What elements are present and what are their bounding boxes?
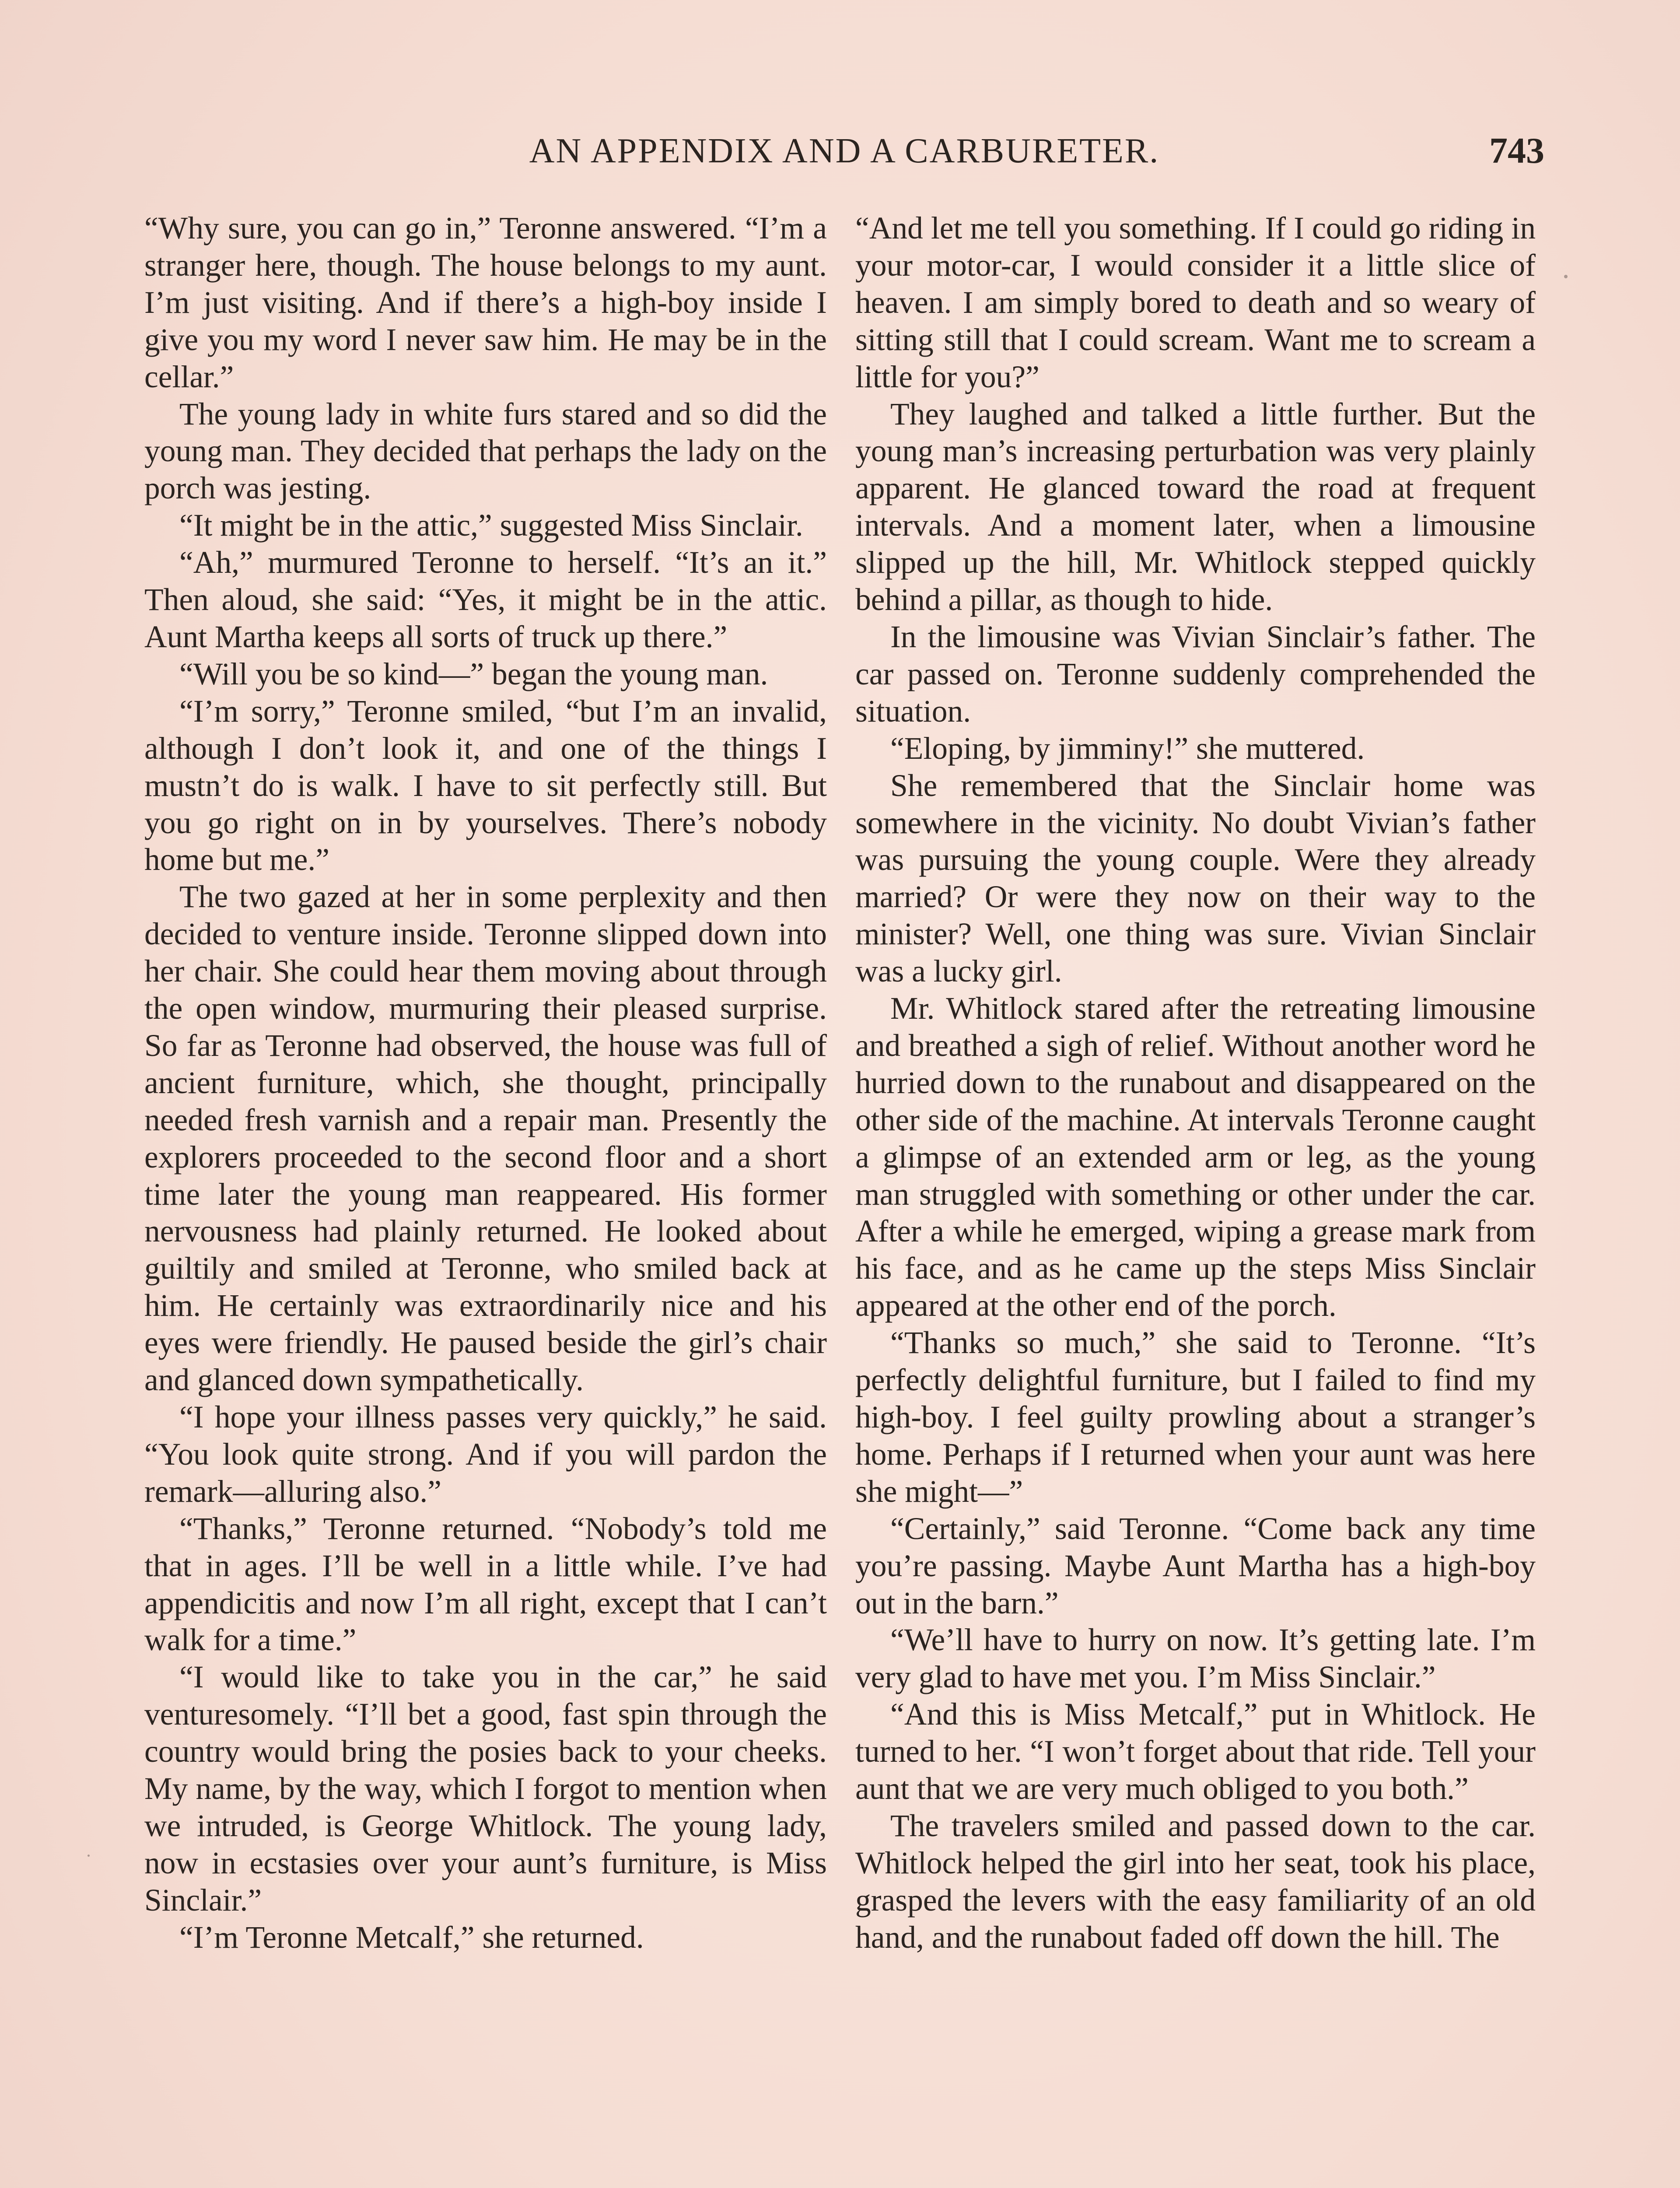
ink-speck — [1564, 275, 1568, 278]
paragraph: “Eloping, by jimminy!” she muttered. — [890, 731, 1365, 766]
paragraph: “It might be in the attic,” suggested Miss Sinclair. — [179, 508, 803, 543]
paragraph: The travelers smiled and passed down to the car. Whitlock helped the girl into her seat, took his place, grasped the levers with the easy familiarity of an old hand, and the runabout faded off down the hill. The — [855, 1808, 1536, 1955]
paragraph: “Ah,” murmured Teronne to herself. “It’s an it.” Then aloud, she said: “Yes, it might be in the attic. Aunt Martha keeps all sorts of truck up there.” — [144, 545, 827, 654]
paragraph: “Thanks so much,” she said to Teronne. “It’s perfectly delightful furniture, but I failed to find my high-boy. I feel guilty prowling about a stranger’s home. Perhaps if I returned when your aunt was here she might—” — [855, 1325, 1536, 1509]
page-number: 743 — [1489, 130, 1544, 171]
paragraph: “I hope your illness passes very quickly,” he said. “You look quite strong. And if you will pardon the remark—alluring also.” — [144, 1400, 827, 1509]
running-title: AN APPENDIX AND A CARBURETER. — [529, 132, 1160, 170]
running-header — [144, 131, 1544, 184]
paragraph: “And let me tell you something. If I could go riding in your motor-car, I would consider it a little slice of heaven. I am simply bored to death and so weary of sitting still that I could scream. Want me to scream a little for you?” — [855, 211, 1536, 394]
paragraph: Mr. Whitlock stared after the retreating limousine and breathed a sigh of relief. Without another word he hurried down to the runabout and disappeared on the other side of the machine. At intervals Teronne caught a glimpse of an extended arm or leg, as the young man struggled with something or other under the car. After a while he emerged, wiping a grease mark from his face, and as he came up the steps Miss Sinclair appeared at the other end of the porch. — [855, 991, 1536, 1323]
paragraph: She remembered that the Sinclair home was somewhere in the vicinity. No doubt Vivian’s father was pursuing the young couple. Were they already married? Or were they now on their way to the minister? Well, one thing was sure. Vivian Sinclair was a lucky girl. — [855, 768, 1536, 989]
paragraph: “I’m Teronne Metcalf,” she returned. — [179, 1920, 644, 1955]
paragraph: “Why sure, you can go in,” Teronne answered. “I’m a stranger here, though. The house belongs to my aunt. I’m just visiting. And if there’s a high-boy inside I give you my word I never saw him. He may be in the cellar.” — [144, 211, 827, 394]
ink-speck — [88, 1855, 90, 1857]
left-column — [144, 210, 827, 1957]
paragraph: “And this is Miss Metcalf,” put in Whitlock. He turned to her. “I won’t forget about that ride. Tell your aunt that we are very much obliged to you both.” — [855, 1697, 1536, 1806]
paragraph: The two gazed at her in some perplexity and then decided to venture inside. Teronne slipped down into her chair. She could hear them moving about through the open window, murmuring their pleased surprise. So far as Teronne had observed, the house was full of ancient furniture, which, she thought, principally needed fresh varnish and a repair man. Presently the explorers proceeded to the second floor and a short time later the young man reappeared. His former nervousness had plainly returned. He looked about guiltily and smiled at Teronne, who smiled back at him. He certainly was extraordinarily nice and his eyes were friendly. He paused beside the girl’s chair and glanced down sympathetically. — [144, 880, 827, 1398]
paragraph: “Will you be so kind—” began the young man. — [179, 656, 768, 691]
paragraph: In the limousine was Vivian Sinclair’s father. The car passed on. Teronne suddenly comprehended the situation. — [855, 619, 1536, 729]
paragraph: “Certainly,” said Teronne. “Come back any time you’re passing. Maybe Aunt Martha has a high-boy out in the barn.” — [855, 1511, 1536, 1620]
paragraph: The young lady in white furs stared and so did the young man. They decided that perhaps the lady on the porch was jesting. — [144, 396, 827, 506]
paragraph: “We’ll have to hurry on now. It’s getting late. I’m very glad to have met you. I’m Miss Sinclair.” — [855, 1623, 1536, 1695]
paragraph: “I’m sorry,” Teronne smiled, “but I’m an invalid, although I don’t look it, and one of the things I mustn’t do is walk. I have to sit perfectly still. But you go right on in by yourselves. There’s nobody home but me.” — [144, 694, 827, 877]
paragraph: “I would like to take you in the car,” he said venturesomely. “I’ll bet a good, fast spin through the country would bring the posies back to your cheeks. My name, by the way, which I forgot to mention when we intruded, is George Whitlock. The young lady, now in ecstasies over your aunt’s furniture, is Miss Sinclair.” — [144, 1660, 827, 1918]
paragraph: They laughed and talked a little further. But the young man’s increasing perturbation was very plainly apparent. He glanced toward the road at frequent intervals. And a moment later, when a limousine slipped up the hill, Mr. Whitlock stepped quickly behind a pillar, as though to hide. — [855, 396, 1536, 617]
paragraph: “Thanks,” Teronne returned. “Nobody’s told me that in ages. I’ll be well in a little while. I’ve had appendicitis and now I’m all right, except that I can’t walk for a time.” — [144, 1511, 827, 1658]
right-column — [855, 210, 1536, 1957]
